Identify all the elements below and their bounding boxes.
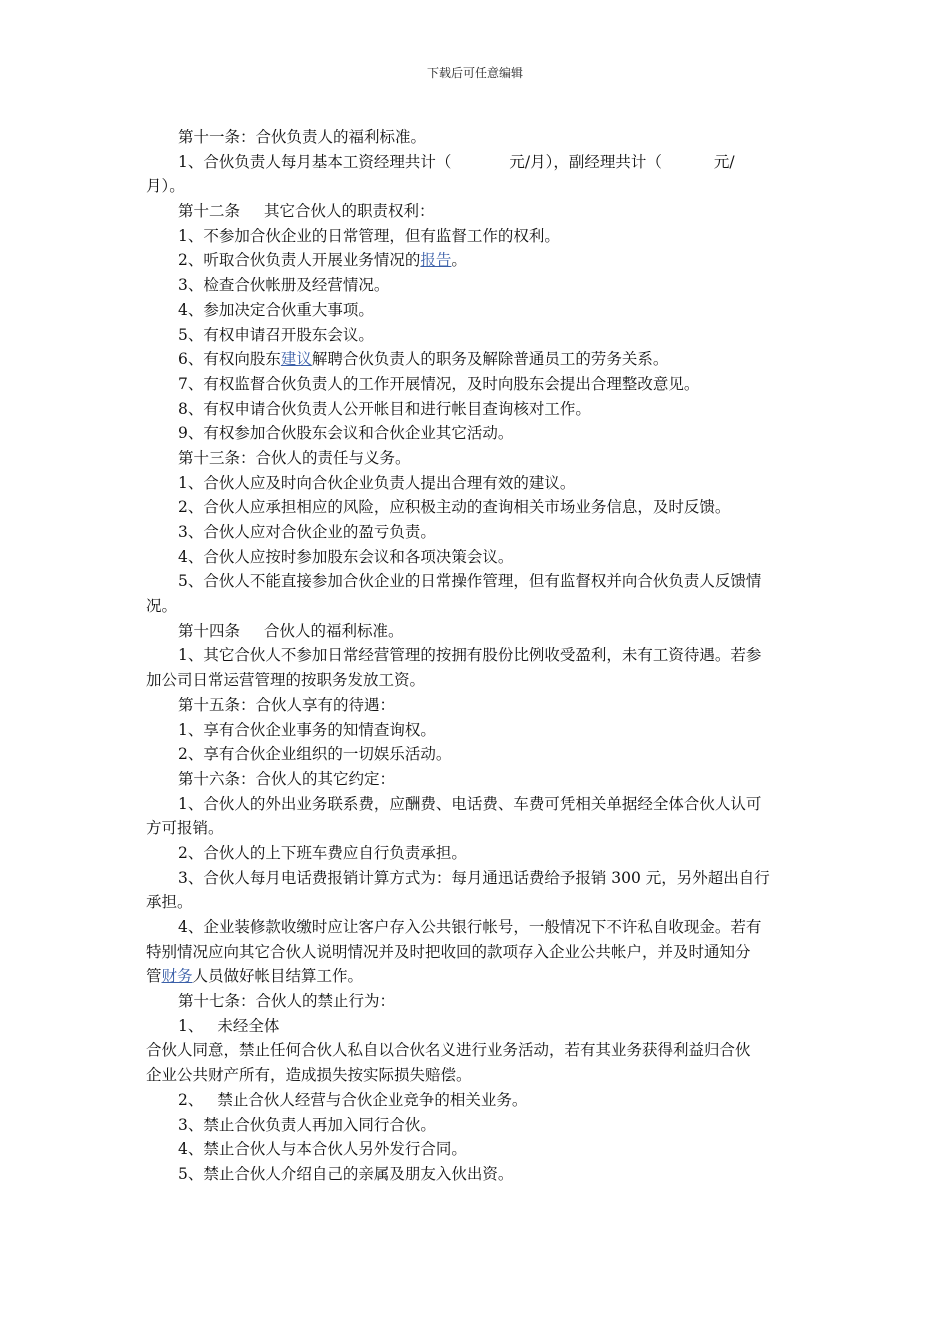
text-run: 1、合伙负责人每月基本工资经理共计（ (178, 152, 452, 171)
text-run: 4、参加决定合伙重大事项。 (178, 300, 374, 319)
text-line (146, 1162, 808, 1187)
inline-link[interactable]: 建议 (280, 350, 312, 369)
text-line (146, 520, 808, 545)
text-run: 第十四条 (178, 621, 241, 640)
text-run: 3、检查合伙帐册及经营情况。 (178, 276, 390, 295)
text-run: 。 (451, 251, 467, 270)
text-line (146, 668, 808, 693)
text-line (146, 273, 808, 298)
text-run: 况。 (146, 597, 178, 616)
text-run: 9、有权参加合伙股东会议和合伙企业其它活动。 (178, 424, 514, 443)
text-line (146, 1137, 808, 1162)
inline-link[interactable]: 报告 (420, 251, 452, 270)
text-line (146, 199, 808, 224)
text-line (146, 495, 808, 520)
text-run: 禁止合伙人经营与合伙企业竞争的相关业务。 (217, 1090, 528, 1109)
text-run: 6、有权向股东 (178, 350, 281, 369)
text-run: 5、有权申请召开股东会议。 (178, 325, 374, 344)
text-run: 人员做好帐目结算工作。 (192, 967, 364, 986)
text-line (146, 1014, 808, 1039)
text-run: 月）。 (146, 177, 185, 196)
text-line (146, 619, 808, 644)
text-line (146, 446, 808, 471)
text-line (146, 397, 808, 422)
text-run: 4、企业装修款收缴时应让客户存入公共银行帐号，一般情况下不许私自收现金。若有 (178, 918, 762, 936)
text-run: 元/ (713, 152, 735, 171)
text-line (146, 594, 808, 619)
text-run: 2、合伙人的上下班车费应自行负责承担。 (178, 843, 467, 862)
text-line (146, 545, 808, 570)
text-line (146, 841, 808, 866)
text-run: 第十一条：合伙负责人的福利标准。 (178, 128, 427, 146)
text-run: 1、合伙人的外出业务联系费，应酬费、电话费、车费可凭相关单据经全体合伙人认可 (178, 794, 762, 813)
text-line (146, 372, 808, 397)
text-run: 解聘合伙负责人的职务及解除普通员工的劳务关系。 (311, 350, 669, 369)
text-run: 4、合伙人应按时参加股东会议和各项决策会议。 (178, 547, 514, 566)
text-line (146, 1063, 808, 1088)
document-body (146, 125, 808, 1187)
text-run: 第十六条：合伙人的其它约定： (178, 769, 396, 788)
text-run: 元/月），副经理共计（ (509, 152, 662, 171)
text-run: 2、听取合伙负责人开展业务情况的 (178, 251, 421, 270)
text-run: 合伙人的福利标准。 (264, 621, 404, 640)
text-line (146, 125, 808, 150)
text-line (146, 569, 808, 594)
text-line (146, 792, 808, 817)
text-run: 未经全体 (217, 1016, 280, 1035)
text-line (146, 964, 808, 989)
text-run: 1、其它合伙人不参加日常经营管理的按拥有股份比例收受盈利，未有工资待遇。若参 (178, 646, 762, 665)
text-run: 1、享有合伙企业事务的知情查询权。 (178, 720, 436, 739)
text-run: 1、合伙人应及时向合伙企业负责人提出合理有效的建议。 (178, 473, 576, 492)
text-line (146, 174, 808, 199)
text-run: 方可报销。 (146, 819, 224, 838)
text-run: 第十三条：合伙人的责任与义务。 (178, 448, 411, 467)
text-run: 企业公共财产所有，造成损失按实际损失赔偿。 (146, 1066, 472, 1085)
text-line (146, 150, 808, 175)
text-run: 5、合伙人不能直接参加合伙企业的日常操作管理，但有监督权并向合伙负责人反馈情 (178, 572, 762, 591)
text-line (146, 940, 808, 965)
text-line (146, 866, 808, 891)
text-line (146, 224, 808, 249)
inline-link[interactable]: 财务 (161, 967, 193, 986)
text-run: 2、享有合伙企业组织的一切娱乐活动。 (178, 745, 452, 764)
text-line (146, 989, 808, 1014)
text-run: 第十七条：合伙人的禁止行为： (178, 992, 396, 1011)
text-run: 5、禁止合伙人介绍自己的亲属及朋友入伙出资。 (178, 1164, 514, 1183)
page-header-note: 下载后可任意编辑 (426, 66, 523, 80)
text-run: 第十五条：合伙人享有的待遇： (178, 695, 396, 714)
text-run: 3、合伙人应对合伙企业的盈亏负责。 (178, 523, 436, 541)
text-line (146, 1038, 808, 1063)
text-line (146, 816, 808, 841)
text-run: 特别情况应向其它合伙人说明情况并及时把收回的款项存入企业公共帐户，并及时通知分 (146, 942, 751, 961)
text-run: 其它合伙人的职责权利： (264, 202, 435, 221)
text-line (146, 742, 808, 767)
text-line (146, 643, 808, 668)
text-run: 管 (146, 967, 162, 986)
text-line (146, 323, 808, 348)
text-run: 1、 (178, 1016, 204, 1035)
text-run: 承担。 (146, 893, 193, 912)
text-line (146, 248, 808, 273)
text-line (146, 298, 808, 323)
text-run: 合伙人同意，禁止任何合伙人私自以合伙名义进行业务活动，若有其业务获得利益归合伙 (146, 1041, 751, 1060)
text-line (146, 347, 808, 372)
text-run: 2、 (178, 1090, 204, 1109)
text-run: 2、合伙人应承担相应的风险，应积极主动的查询相关市场业务信息，及时反馈。 (178, 498, 731, 517)
text-run: 4、禁止合伙人与本合伙人另外发行合同。 (178, 1140, 467, 1159)
text-line (146, 693, 808, 718)
text-line (146, 890, 808, 915)
text-line (146, 767, 808, 792)
text-line (146, 421, 808, 446)
text-run: 3、禁止合伙负责人再加入同行合伙。 (178, 1115, 436, 1134)
text-run: 第十二条 (178, 202, 241, 221)
text-line (146, 1113, 808, 1138)
text-run: 8、有权申请合伙负责人公开帐目和进行帐目查询核对工作。 (178, 399, 591, 418)
text-line (146, 471, 808, 496)
text-line (146, 915, 808, 940)
text-run: 7、有权监督合伙负责人的工作开展情况，及时向股东会提出合理整改意见。 (178, 374, 700, 393)
text-line (146, 718, 808, 743)
text-line (146, 1088, 808, 1113)
text-run: 3、合伙人每月电话费报销计算方式为：每月通迅话费给予报销 300 元，另外超出自行 (178, 868, 770, 887)
text-run: 加公司日常运营管理的按职务发放工资。 (146, 671, 426, 690)
text-run: 1、不参加合伙企业的日常管理，但有监督工作的权利。 (178, 226, 560, 245)
